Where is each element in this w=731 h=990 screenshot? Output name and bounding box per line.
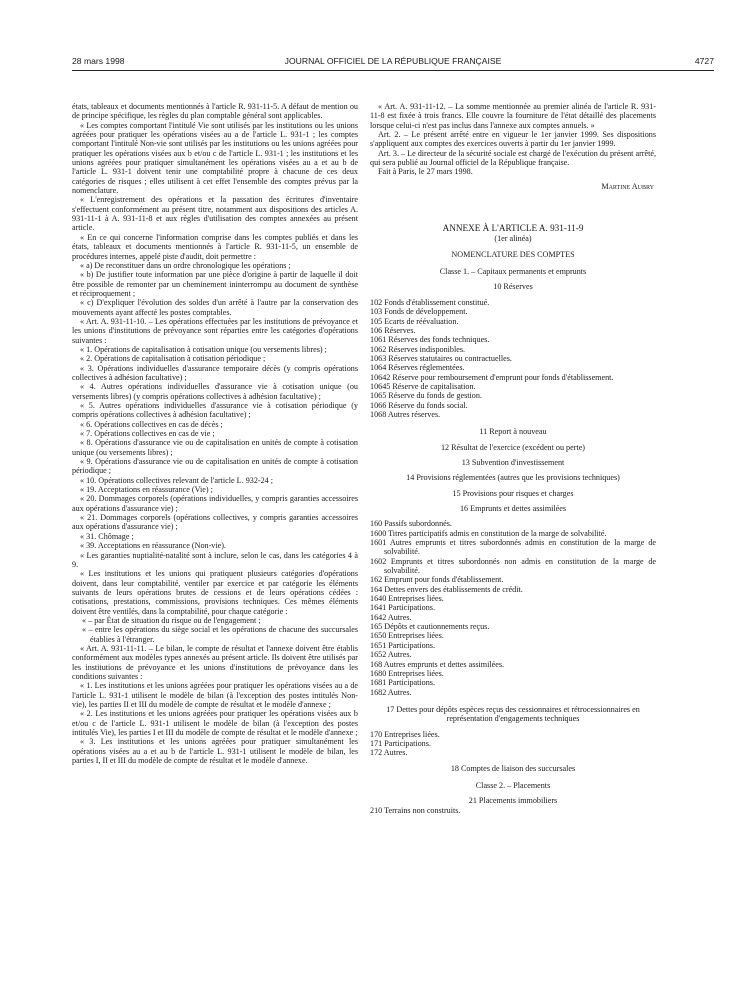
section-heading: 21 Placements immobiliers — [468, 796, 558, 806]
list-item: « 39. Acceptations en réassurance (Non-vie). — [80, 541, 226, 551]
list-item: 10645 Réserve de capitalisation. — [370, 381, 476, 391]
account-list — [370, 806, 656, 815]
paragraph: « En ce qui concerne l'information comprise dans les comptes publiés et dans les états, tableaux et documents mentionnés à l'article R. 931-11-5, un ensemble de procédures internes, appelé piste d'audit, doit permettre : — [72, 232, 358, 261]
list-item: 105 Ecarts de réévaluation. — [370, 316, 459, 326]
list-item: 1680 Entreprises liées. — [370, 668, 444, 678]
list-item: 172 Autres. — [370, 748, 408, 758]
paragraph: « c) D'expliquer l'évolution des soldes d'un arrêté à l'autre par la conservation des mouvements ayant affecté les postes comptables. — [72, 298, 358, 317]
list-item: 103 Fonds de développement. — [370, 307, 468, 317]
list-item: 10642 Réserve pour remboursement d'emprunt pour fonds d'établissement. — [370, 372, 614, 382]
list-item: 1068 Autres réserves. — [370, 409, 441, 419]
list-item: « – par État de situation du risque ou de l'engagement ; — [82, 615, 261, 625]
header-page-number: 4727 — [694, 56, 714, 66]
list-item: « 3. Opérations individuelles d'assurance temporaire décès (y compris opérations collectives à adhésion facultative) ; — [72, 363, 358, 382]
list-item: 1681 Participations. — [370, 678, 435, 688]
list-item: 170 Entreprises liées. — [370, 729, 440, 739]
list-item: « 2. Opérations de capitalisation à cotisation périodique ; — [80, 354, 266, 364]
paragraph: « a) De reconstituer dans un ordre chronologique les opérations ; — [80, 260, 291, 270]
list-item: « 3. Les institutions et les unions agréées pour pratiquer simultanément les opérations visées au a et au b de l'article L. 931-1 utilisent le modèle de bilan, les parties I, II et III du modèle de compte de résultat et le modèle d'annexe. — [72, 737, 358, 766]
section-heading: 18 Comptes de liaison des succursales — [450, 763, 576, 773]
section-heading: 13 Subvention d'investissement — [461, 457, 565, 467]
header-date: 28 mars 1998 — [72, 56, 125, 66]
list-item: 162 Emprunt pour fonds d'établissement. — [370, 575, 504, 585]
header-journal-title: JOURNAL OFFICIEL DE LA RÉPUBLIQUE FRANÇAISE — [284, 56, 502, 66]
nomenclature-heading: NOMENCLATURE DES COMPTES — [451, 249, 575, 259]
list-item: 1064 Réserves réglementées. — [370, 363, 465, 373]
paragraph: « b) De justifier toute information par une pièce d'origine à partir de laquelle il doit être possible de remonter par un cheminement ininterrompu au document de synthèse et réciproquement ; — [72, 270, 358, 298]
section-heading: 17 Dettes pour dépôts espèces reçus des cessionnaires et rétrocessionnaires en représentation d'engagements techniques — [386, 704, 640, 724]
list-item: « – entre les opérations du siège social et les opérations de chacune des succursales établies à l'étranger. — [82, 625, 358, 644]
list-item: « 4. Autres opérations individuelles d'assurance vie à cotisation unique (ou versements libres) (y compris opérations collectives à adhésion facultative) ; — [72, 382, 358, 401]
list-item: « 2. Les institutions et les unions agréées pour pratiquer les opérations visées aux b et/ou c de l'article L. 931-1 utilisent le modèle de bilan (à l'exception des postes intitulés Vie), les parties I et III du modèle de compte de résultat et le modèle d'annexe ; — [72, 709, 358, 738]
list-item: 160 Passifs subordonnés. — [370, 519, 452, 529]
list-item: 102 Fonds d'établissement constitué. — [370, 297, 490, 307]
list-item: 164 Dettes envers des établissements de crédit. — [370, 584, 523, 594]
list-item: « 8. Opérations d'assurance vie ou de capitalisation en unités de compte à cotisation unique (ou versements libres) ; — [72, 438, 358, 457]
section-heading: 14 Provisions réglementées (autres que les provisions techniques) — [406, 473, 620, 483]
paragraph: « Les comptes comportant l'intitulé Vie sont utilisés par les institutions ou les unions agréées pour pratiquer les opérations visées au a de l'article L. 931-1 ; les comptes comportant l'intitulé Non-vie sont utilisés par les institutions ou les unions agréées pour pratiquer les opérations visées aux b et/ou c de l'article L. 931-1 ; les institutions et les unions agréées pour pratiquer simultanément les opérations visées au a et au b de l'article L. 931-1 doivent tenir une comptabilité propre à chacune de ces deux catégories de risques ; elles utilisent à cet effet l'ensemble des comptes prévus par la nomenclature. — [72, 120, 358, 196]
place-date: Fait à Paris, le 27 mars 1998. — [378, 167, 473, 177]
section-heading: 12 Résultat de l'exercice (excédent ou perte) — [440, 442, 586, 452]
right-column — [370, 102, 656, 815]
section-heading: 15 Provisions pour risques et charges — [452, 488, 574, 498]
left-column — [72, 102, 358, 765]
section-heading: 11 Report à nouveau — [479, 427, 547, 437]
list-item: « 10. Opérations collectives relevant de l'article L. 932-24 ; — [80, 475, 274, 485]
section-heading: 16 Emprunts et dettes assimilées — [459, 504, 567, 513]
signature: Martine Aubry — [601, 181, 654, 191]
list-item: 1601 Autres emprunts et titres subordonnés admis en constitution de la marge de solvabilité. — [370, 538, 656, 557]
header-rule — [72, 70, 714, 71]
class-heading: Classe 1. – Capitaux permanents et emprunts — [439, 267, 587, 277]
list-item: 1600 Titres participatifs admis en constitution de la marge de solvabilité. — [370, 528, 607, 538]
page-header — [72, 56, 714, 70]
list-item: « 1. Les institutions et les unions agréées pour pratiquer les opérations visées au a de l'article L. 931-1 utilisent le modèle de bilan (à l'exception des postes intitulés Non-vie), les parties II et III du modèle de compte de résultat et le modèle d'annexe ; — [72, 681, 358, 709]
list-item: 1065 Réserve du fonds de gestion. — [370, 391, 482, 401]
list-item: 1651 Participations. — [370, 640, 435, 650]
list-item: 1602 Emprunts et titres subordonnés non admis en constitution de la marge de solvabilité. — [370, 556, 656, 576]
list-item: 165 Dépôts et cautionnements reçus. — [370, 622, 490, 632]
section-heading: 10 Réserves — [493, 282, 533, 292]
account-list — [370, 730, 656, 758]
list-item: 171 Participations. — [370, 738, 431, 748]
annex-subtitle: (1er alinéa) — [494, 234, 532, 244]
annex-title: ANNEXE À L'ARTICLE A. 931-11-9 — [442, 223, 584, 234]
account-list — [370, 298, 656, 419]
paragraph: états, tableaux et documents mentionnés à l'article R. 931-11-5. A défaut de mention ou de principe spécifique, les règles du plan comptable général sont applicables. — [72, 102, 358, 121]
list-item: « 5. Autres opérations individuelles d'assurance vie à cotisation périodique (y compris opérations collectives à adhésion facultative) ; — [72, 401, 358, 420]
list-item: 1650 Entreprises liées. — [370, 631, 444, 641]
list-item: 1652 Autres. — [370, 650, 412, 660]
list-item: « 9. Opérations d'assurance vie ou de capitalisation en unités de compte à cotisation périodique ; — [72, 457, 358, 476]
paragraph: « L'enregistrement des opérations et la passation des écritures d'inventaire s'effectuent conformément au présent titre, notamment aux dispositions des articles A. 931-11-1 à A. 931-11-8 et aux règles d'utilisation des comptes annexées au présent article. — [72, 195, 358, 233]
list-item: « 20. Dommages corporels (opérations individuelles, y compris garanties accessoires aux opérations d'assurance vie) ; — [72, 494, 358, 513]
list-item: 1062 Réserves indisponibles. — [370, 344, 466, 354]
article-paragraph: « Art. A. 931-11-11. – Le bilan, le compte de résultat et l'annexe doivent être établis conformément aux modèles types annexés au présent article. Ils doivent être utilisés par les institutions de prévoyance et les unions d'institutions de prévoyance dans les conditions suivantes : — [72, 643, 358, 681]
list-item: « 19. Acceptations en réassurance (Vie) ; — [80, 485, 213, 495]
article-paragraph: « Art. A. 931-11-10. – Les opérations effectuées par les institutions de prévoyance et les unions d'institutions de prévoyance sont réparties entre les catégories d'opérations suivantes : — [72, 316, 358, 345]
account-list — [370, 519, 656, 697]
list-item: 1642 Autres. — [370, 612, 412, 622]
list-item: 1066 Réserve du fonds social. — [370, 400, 468, 410]
list-item: 1061 Réserves des fonds techniques. — [370, 335, 490, 345]
article-paragraph: Art. 2. – Le présent arrêté entre en vigueur le 1er janvier 1999. Ses dispositions s'appliquent aux comptes des exercices ouverts à partir du 1er janvier 1999. — [370, 130, 656, 149]
list-item: « 7. Opérations collectives en cas de vie ; — [80, 429, 215, 439]
list-item: 1063 Réserves statutaires ou contractuelles. — [370, 353, 512, 363]
class-heading: Classe 2. – Placements — [475, 780, 551, 790]
list-item: 210 Terrains non construits. — [370, 805, 461, 815]
list-item: « 6. Opérations collectives en cas de décès ; — [80, 419, 223, 429]
list-item: 1682 Autres. — [370, 687, 412, 697]
article-paragraph: Art. 3. – Le directeur de la sécurité sociale est chargé de l'exécution du présent arrêté, qui sera publié au Journal officiel de la République française. — [370, 148, 656, 168]
article-paragraph: « Art. A. 931-11-12. – La somme mentionnée au premier alinéa de l'article R. 931-11-8 est fixée à trois francs. Elle couvre la fourniture de l'état détaillé des placements lorsque celui-ci n'est pas inclus dans l'annexe aux comptes annuels. » — [370, 102, 656, 130]
list-item: 1640 Entreprises liées. — [370, 594, 444, 604]
list-item: « 1. Opérations de capitalisation à cotisation unique (ou versements libres) ; — [80, 344, 327, 354]
list-item: « 31. Chômage ; — [80, 531, 134, 541]
paragraph: « Les garanties nuptialité-natalité sont à inclure, selon le cas, dans les catégories 4 à 9. — [72, 550, 358, 569]
list-item: « 21. Dommages corporels (opérations collectives, y compris garanties accessoires aux opérations d'assurance vie) ; — [72, 513, 358, 532]
list-item: 1641 Participations. — [370, 603, 435, 613]
list-item: 168 Autres emprunts et dettes assimilées. — [370, 659, 505, 669]
list-item: 106 Réserves. — [370, 325, 416, 335]
paragraph: « Les institutions et les unions qui pratiquent plusieurs catégories d'opérations doivent, dans leur comptabilité, ventiler par exercice et par catégorie les éléments suivants de leurs opérations brutes de cessions et de leurs opérations cédées : cotisations, prestations, commissions, provisions techniques. Ces mêmes éléments doivent être ventilés, dans la comptabilité, pour chaque catégorie : — [72, 569, 358, 616]
